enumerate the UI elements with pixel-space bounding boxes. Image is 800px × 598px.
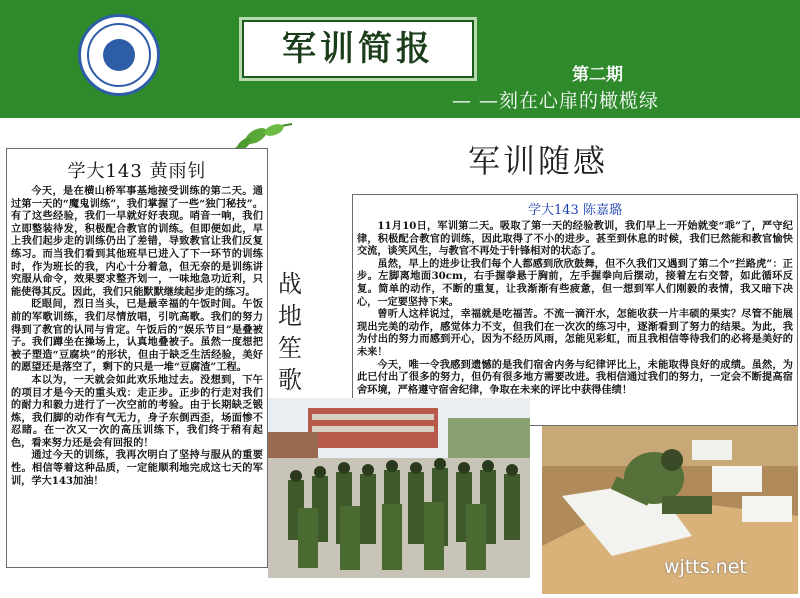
site-watermark: wjtts.net <box>664 556 747 578</box>
left-article-heading: 学大143 黄雨钊 <box>67 161 207 182</box>
left-article-paragraph: 今天，是在横山桥军事基地接受训练的第二天。通过第一天的“魔鬼训练”，我们掌握了一些“独门秘技”。有了这些经验，我们一早就好好表现。哨音一响，我们立即整装待发，积极配合教官的训练。但即便如此，早上我们起步走的训练仍出了差错，导致教官让我们反复练习。而当我们看到其他班早已进入了下一环节的训练时，作为班长的我，内心十分着急，但无奈的是训练讲究服从命令，效果要求整齐划一，一味地急功近利，只能使得其反。因此，我们只能默默继续起步走的练习。 <box>11 185 263 298</box>
right-article-paragraph: 虽然，早上的进步让我们每个人都感到欣欣鼓舞，但不久我们又遇到了第二个“拦路虎”：正步。左脚离地面30cm，右手握拳悬于胸前，左手握拳向后摆动，接着左右交替，如此循环反复。简单的动作，不断的重复，让我渐渐有些疲惫，但一想到军人们刚毅的表情，我又暗下决心，一定要坚持下来。 <box>357 257 793 308</box>
header-banner <box>0 0 800 118</box>
logo-core <box>103 39 135 71</box>
poem-title: 战地笙歌 <box>278 270 302 394</box>
left-article-paragraph: 通过今天的训练，我再次明白了坚持与服从的重要性。相信等着这种品质，一定能顺利地完成这七天的军训，学大143加油！ <box>11 449 263 487</box>
left-article-paragraph: 眨眼间，烈日当头，已是最幸福的午饭时间。午饭前的军歌训练，我们尽情放唱，引吭高歌。我们的努力得到了教官的认同与肯定。午饭后的“娱乐节目”是叠被子。我们蹲坐在操场上，认真地叠被子。虽然一度想把被子塑造“豆腐块”的形状，但由于缺乏生活经验，美好的愿望还是落空了，剩下的只是一堆“豆腐渣”工程。 <box>11 298 263 374</box>
right-article-paragraph: 11月10日，军训第二天。吸取了第一天的经验教训，我们早上一开始就变“乖”了，严守纪律，积极配合教官的训练，因此取得了不小的进步。甚至到休息的时候，我们已然能和教官愉快交流，谈笑风生，与教官不再处于针锋相对的状态了。 <box>357 220 793 258</box>
left-article <box>6 148 268 568</box>
section-title: 军训随感 <box>468 142 609 180</box>
left-article-paragraph: 本以为，一天就会如此欢乐地过去。没想到，下午的项目才是今天的重头戏：走正步。正步的行走对我们的耐力和毅力进行了一次空前的考验。由于长期缺乏锻炼，我们脚的动作有气无力，身子东倒西歪，场面惨不忍睹。在一次又一次的高压训练下，我们终于稍有起色，看来努力还是会有回报的！ <box>11 373 263 449</box>
right-article-heading: 学大143 陈嘉璐 <box>528 203 622 218</box>
slogan: — —刻在心扉的橄榄绿 <box>452 90 660 112</box>
right-article-paragraph: 曾听人这样说过，幸福就是吃福苦。不流一滴汗水，怎能收获一片丰硕的果实？尽管不能展现出完美的动作，感觉体力不支，但我们在一次次的练习中，逐渐看到了努力的结果。为此，我为付出的努力而感到开心，因为不经历风雨，怎能见彩虹，而且我相信等待我们的必将是美好的未来！ <box>357 308 793 358</box>
newsletter-title-box <box>242 20 474 78</box>
right-article <box>352 194 798 426</box>
newsletter-title: 军训简报 <box>282 29 434 69</box>
marching-photo <box>268 398 530 578</box>
right-article-paragraph: 今天，唯一令我感到遗憾的是我们宿舍内务与纪律评比上，未能取得良好的成绩。虽然，为此已付出了很多的努力，但仍有很多地方需要改进。我相信通过我们的努力，一定会不断提高宿舍环境，严格遵守宿舍纪律，争取在未来的评比中获得佳绩！ <box>357 358 793 396</box>
issue-number: 第二期 <box>572 65 623 85</box>
school-logo <box>78 14 160 96</box>
